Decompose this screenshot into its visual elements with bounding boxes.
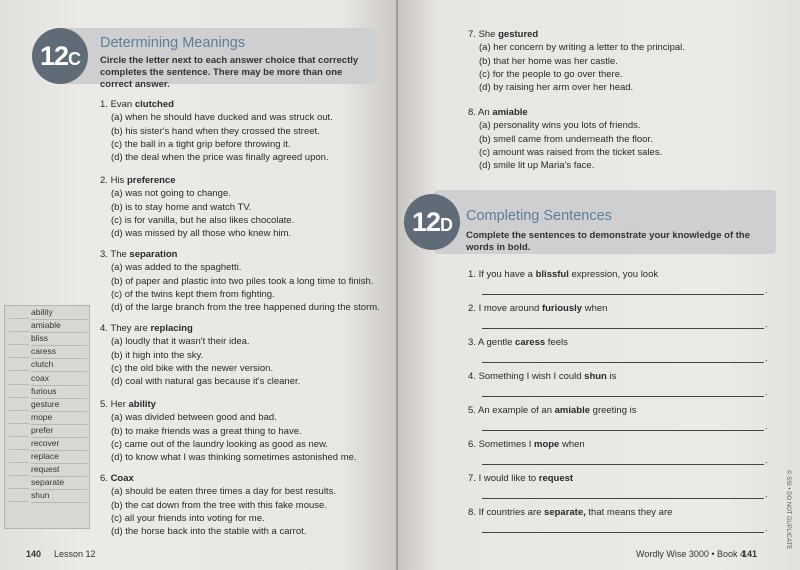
- vocab-word: preference: [126, 175, 176, 186]
- answer-blank[interactable]: [482, 362, 764, 363]
- sentence-number: 3.: [468, 337, 479, 348]
- answer-option[interactable]: (d) smile lit up Maria's face.: [479, 160, 595, 172]
- sentence-number: 8.: [468, 507, 479, 518]
- word-box-line: [9, 331, 29, 332]
- word-box-item: ability: [31, 306, 87, 320]
- question-item: [100, 248, 380, 314]
- sentence-number: 5.: [468, 405, 479, 416]
- sentence-number: 1.: [468, 269, 479, 280]
- word-box-line: [9, 410, 29, 411]
- question-number: 6.: [100, 473, 111, 484]
- question-prefix: Her: [110, 399, 129, 410]
- question-stem: [468, 106, 662, 119]
- word-box-item: replace: [31, 450, 87, 464]
- lesson-label: Lesson 12: [54, 549, 96, 559]
- page-number: 140: [26, 549, 42, 559]
- vocab-word: clutched: [134, 99, 174, 110]
- blank-period: .: [765, 523, 768, 534]
- sentence-item: [468, 506, 672, 519]
- answer-option[interactable]: (c) the old bike with the newer version.: [111, 362, 274, 374]
- answer-option[interactable]: (a) was added to the spaghetti.: [111, 262, 242, 274]
- answer-option[interactable]: (d) the horse back into the stable with a carrot.: [111, 526, 307, 538]
- vocab-word: Coax: [110, 473, 134, 484]
- word-box-item: clutch: [31, 358, 87, 372]
- question-stem: [100, 248, 380, 261]
- vocab-word: furiously: [541, 303, 583, 314]
- right-page: [398, 0, 800, 570]
- vocab-word: amiable: [492, 107, 528, 118]
- sentence-number: 6.: [468, 439, 479, 450]
- answer-option[interactable]: (d) coal with natural gas because it's cleaner.: [111, 376, 301, 388]
- question-prefix: An: [478, 107, 493, 118]
- sentence-text: is: [606, 371, 617, 382]
- question-number: 1.: [100, 99, 111, 110]
- answer-blank[interactable]: [482, 532, 764, 533]
- sentence-text: Sometimes I: [478, 439, 534, 450]
- section-12c-header: [32, 28, 377, 90]
- vocab-word: ability: [128, 399, 156, 410]
- question-stem: [100, 174, 294, 187]
- word-box-line: [9, 344, 29, 345]
- blank-period: .: [765, 285, 768, 296]
- sentence-item: [468, 336, 568, 349]
- word-box-line: [9, 436, 29, 437]
- answer-option[interactable]: (a) loudly that it wasn't their idea.: [111, 336, 250, 348]
- vocab-word: mope: [534, 439, 560, 450]
- vocab-word: separate,: [544, 507, 586, 518]
- answer-blank[interactable]: [482, 498, 764, 499]
- word-box-line: [9, 488, 29, 489]
- blank-period: .: [765, 455, 768, 466]
- sentence-text: A gentle: [478, 337, 516, 348]
- answer-blank[interactable]: [482, 464, 764, 465]
- question-item: [468, 106, 662, 172]
- answer-option[interactable]: (b) his sister's hand when they crossed the street.: [111, 125, 320, 137]
- word-box-item: separate: [31, 476, 87, 490]
- word-box-line: [9, 449, 29, 450]
- answer-option[interactable]: (c) the ball in a tight grip before throwing it.: [111, 138, 291, 150]
- answer-option[interactable]: (a) personality wins you lots of friends.: [479, 120, 641, 132]
- sentence-item: [468, 438, 585, 451]
- word-box-line: [9, 370, 29, 371]
- word-box-line: [9, 475, 29, 476]
- word-box-item: caress: [31, 345, 87, 359]
- word-box-line: [9, 357, 29, 358]
- answer-option[interactable]: (c) all your friends into voting for me.: [111, 512, 265, 524]
- answer-blank[interactable]: [482, 328, 764, 329]
- book-title: Wordly Wise 3000 • Book 4: [636, 549, 746, 559]
- question-prefix: The: [110, 249, 130, 260]
- word-box-line: [9, 397, 29, 398]
- sentence-text: If you have a: [478, 269, 536, 280]
- sentence-number: 4.: [468, 371, 479, 382]
- sentence-text: greeting is: [590, 405, 637, 416]
- answer-option[interactable]: (d) was missed by all those who knew him.: [111, 228, 292, 240]
- question-number: 4.: [100, 323, 111, 334]
- answer-option[interactable]: (b) it high into the sky.: [111, 349, 204, 361]
- answer-option[interactable]: (a) was not going to change.: [111, 188, 231, 200]
- answer-option[interactable]: (c) came out of the laundry looking as good as new.: [111, 438, 329, 450]
- blank-period: .: [765, 421, 768, 432]
- answer-option[interactable]: (a) when he should have ducked and was struck out.: [111, 112, 333, 124]
- section-instructions: Circle the letter next to each answer choice that correctly completes the sentence. There may be more than one correct answer.: [100, 55, 359, 90]
- question-prefix: She: [478, 29, 499, 40]
- vocab-word: amiable: [554, 405, 591, 416]
- question-item: [100, 472, 336, 538]
- answer-option[interactable]: (b) that her home was her castle.: [479, 55, 618, 67]
- answer-option[interactable]: (c) amount was raised from the ticket sales.: [479, 146, 663, 158]
- sentence-text: I would like to: [478, 473, 539, 484]
- sentence-text: when: [582, 303, 608, 314]
- answer-option[interactable]: (b) the cat down from the tree with this fake mouse.: [111, 499, 327, 511]
- answer-option[interactable]: (c) is for vanilla, but he also likes chocolate.: [111, 214, 295, 226]
- question-item: [468, 28, 685, 94]
- vocab-word: gestured: [498, 29, 539, 40]
- sentence-text: Something I wish I could: [478, 371, 585, 382]
- answer-option[interactable]: (d) to know what I was thinking sometimes astonished me.: [111, 452, 357, 464]
- question-item: [100, 322, 300, 388]
- answer-blank[interactable]: [482, 294, 764, 295]
- copyright-note: © SSI • DO NOT DUPLICATE: [785, 470, 791, 550]
- section-instructions: Complete the sentences to demonstrate your knowledge of the words in bold.: [466, 230, 750, 253]
- word-box-item: coax: [31, 372, 87, 386]
- page-number: 141: [742, 549, 758, 559]
- question-prefix: They are: [110, 323, 151, 334]
- question-stem: [100, 322, 300, 335]
- question-item: [100, 98, 333, 164]
- word-box-item: recover: [31, 437, 87, 451]
- word-box-line: [9, 384, 29, 385]
- section-12d-header: [404, 190, 776, 254]
- word-box-item: mope: [31, 411, 87, 425]
- answer-option[interactable]: (a) should be eaten three times a day for best results.: [111, 486, 336, 498]
- sentence-text: If countries are: [478, 507, 545, 518]
- vocab-word: blissful: [535, 269, 569, 280]
- section-badge: 12C: [32, 28, 88, 84]
- section-badge: 12D: [404, 194, 460, 250]
- question-prefix: His: [110, 175, 127, 186]
- vocab-word: shun: [584, 371, 607, 382]
- word-box-item: gesture: [31, 398, 87, 412]
- vocab-word: replacing: [150, 323, 193, 334]
- vocab-word: separation: [129, 249, 178, 260]
- sentence-text: expression, you look: [568, 269, 659, 280]
- blank-period: .: [765, 353, 768, 364]
- sentence-text: feels: [545, 337, 568, 348]
- word-box-item: shun: [31, 489, 87, 503]
- question-item: [100, 398, 357, 464]
- answer-option[interactable]: (c) for the people to go over there.: [479, 68, 623, 80]
- word-box-line: [9, 318, 29, 319]
- word-box-item: bliss: [31, 332, 87, 346]
- question-number: 5.: [100, 399, 111, 410]
- sentence-text: that means they are: [585, 507, 673, 518]
- word-box-line: [9, 423, 29, 424]
- sentence-text: when: [559, 439, 585, 450]
- sentence-item: [468, 404, 637, 417]
- blank-period: .: [765, 387, 768, 398]
- section-title: Determining Meanings: [100, 35, 246, 51]
- word-box-item: request: [31, 463, 87, 477]
- answer-option[interactable]: (d) by raising her arm over her head.: [479, 82, 634, 94]
- question-stem: [100, 472, 336, 485]
- blank-period: .: [765, 319, 768, 330]
- question-number: 8.: [468, 107, 479, 118]
- sentence-item: [468, 302, 607, 315]
- question-number: 3.: [100, 249, 111, 260]
- question-stem: [468, 28, 685, 41]
- answer-option[interactable]: (b) smell came from underneath the floor.: [479, 133, 653, 145]
- word-box-line: [9, 462, 29, 463]
- sentence-text: An example of an: [478, 405, 555, 416]
- sentence-item: [468, 472, 573, 485]
- answer-option[interactable]: (a) her concern by writing a letter to the principal.: [479, 42, 685, 54]
- section-title: Completing Sentences: [466, 208, 612, 224]
- question-stem: [100, 398, 357, 411]
- sentence-text: I move around: [478, 303, 542, 314]
- question-stem: [100, 98, 333, 111]
- answer-option[interactable]: (a) was divided between good and bad.: [111, 412, 277, 424]
- word-box-item: amiable: [31, 319, 87, 333]
- answer-option[interactable]: (d) of the large branch from the tree happened during the storm.: [111, 302, 380, 314]
- answer-blank[interactable]: [482, 430, 764, 431]
- sentence-number: 7.: [468, 473, 479, 484]
- blank-period: .: [765, 489, 768, 500]
- answer-option[interactable]: (b) is to stay home and watch TV.: [111, 201, 252, 213]
- answer-option[interactable]: (b) to make friends was a great thing to have.: [111, 425, 302, 437]
- answer-option[interactable]: (b) of paper and plastic into two piles took a long time to finish.: [111, 275, 374, 287]
- word-box: [4, 305, 90, 529]
- sentence-item: [468, 370, 616, 383]
- question-number: 7.: [468, 29, 479, 40]
- question-item: [100, 174, 294, 240]
- vocab-word: request: [538, 473, 574, 484]
- question-prefix: Evan: [110, 99, 135, 110]
- word-box-line: [9, 501, 29, 502]
- answer-blank[interactable]: [482, 396, 764, 397]
- sentence-item: [468, 268, 658, 281]
- sentence-number: 2.: [468, 303, 479, 314]
- answer-option[interactable]: (d) the deal when the price was finally agreed upon.: [111, 152, 329, 164]
- word-box-item: furious: [31, 385, 87, 399]
- answer-option[interactable]: (c) of the twins kept them from fighting.: [111, 288, 275, 300]
- vocab-word: caress: [515, 337, 546, 348]
- word-box-item: prefer: [31, 424, 87, 438]
- question-number: 2.: [100, 175, 111, 186]
